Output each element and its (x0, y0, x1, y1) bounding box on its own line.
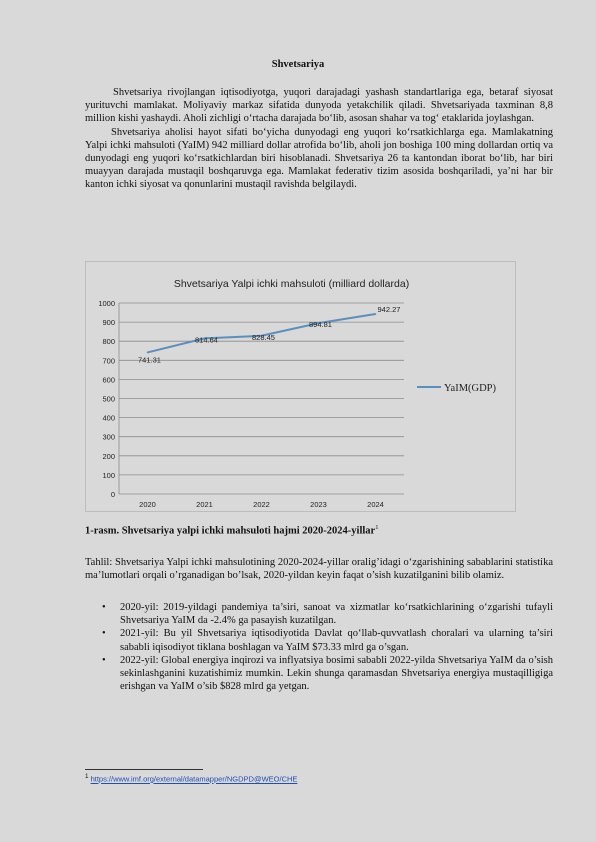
bullet-icon: • (102, 628, 106, 640)
x-tick-label: 2021 (196, 500, 213, 509)
list-item (85, 601, 553, 627)
x-tick-label: 2023 (310, 500, 327, 509)
legend-label: YaIM(GDP) (444, 383, 497, 394)
y-tick-label: 1000 (98, 299, 115, 308)
y-tick-label: 100 (102, 470, 115, 480)
analysis-paragraph: Tahlil: Shvetsariya Yalpi ichki mahsulotining 2020-2024-yillar oralig’idagi o‘zgarishining sabablarini statistika ma’lumotlari orqali o’rganadigan bo’lsak, 2020-yildan keyin faqat o’sish kuzatilganini bilib olamiz. (85, 557, 553, 582)
y-tick-label: 700 (102, 356, 115, 366)
footnote-link[interactable]: https://www.imf.org/external/datamapper/NGDPD@WEO/CHE (90, 774, 298, 784)
list-item-text: 2022-yil: Global energiya inqirozi va inflyatsiya bosimi sababli 2022-yilda Shvetsariya YaIM da o’sish sekinlashganini kuzatishimiz mumkin. Lekin shunga qaramasdan Shvetsariya energiya mustaqilligiga erishgan va YaIM o’sib $828 mlrd ga yetgan. (120, 654, 553, 693)
y-tick-label: 800 (102, 337, 115, 347)
data-label: 942.27 (377, 305, 401, 315)
y-tick-label: 600 (102, 375, 115, 385)
list-item-text: 2020-yil: 2019-yildagi pandemiya ta’siri, sanoat va xizmatlar ko‘rsatkichlarining o‘zgarishi tufayli Shvetsariya YaIM da -2.4% ga pasayish kuzatilgan. (120, 602, 553, 627)
y-tick-label: 400 (102, 413, 115, 423)
x-tick-label: 2020 (139, 500, 156, 509)
footnote-divider (85, 769, 203, 770)
page-title: Shvetsariya (271, 59, 325, 70)
data-point (375, 313, 377, 315)
y-tick-label: 0 (110, 490, 115, 499)
list-item (85, 627, 553, 653)
list-item-text: 2021-yil: Bu yil Shvetsariya iqtisodiyotida Davlat qo‘llab-quvvatlash choralari va ularning ta’siri sababli iqisodiyot tiklana boshlagan va YaIM $73.33 mlrd ga o’sgan. (120, 628, 553, 653)
x-tick-label: 2022 (253, 500, 270, 509)
data-label: 814.64 (195, 335, 218, 345)
footnote (85, 773, 297, 784)
footnote-number: 1 (85, 773, 89, 780)
data-label: 828.45 (252, 332, 275, 342)
y-tick-label: 200 (102, 451, 115, 461)
bullet-icon: • (102, 654, 106, 666)
y-tick-label: 500 (102, 394, 115, 404)
figure-caption (85, 524, 555, 537)
data-point (147, 352, 149, 354)
y-tick-label: 900 (102, 318, 115, 328)
footnote-ref: 1 (375, 524, 379, 531)
caption-text: 1-rasm. Shvetsariya yalpi ichki mahsuloti hajmi 2020-2024-yillar (85, 525, 376, 537)
intro-text (85, 86, 553, 192)
bullet-list (85, 601, 553, 693)
data-label: 741.31 (138, 355, 161, 365)
paragraph: Shvetsariya rivojlangan iqtisodiyotga, yuqori darajadagi yashash standartlariga ega, betaraf siyosat yurituvchi mamlakat. Moliyaviy markaz sifatida dunyoda yetakchilik qiladi. Shvetsariyada taxminan 8,8 million kishi yashaydi. Aholi zichligi o‘rtacha darajada bo‘lib, asosan shahar va tog‘ etaklarida joylashgan. (85, 87, 553, 125)
list-item (85, 654, 553, 694)
bullet-icon: • (102, 602, 106, 613)
y-tick-label: 300 (102, 432, 115, 442)
paragraph: Shvetsariya aholisi hayot sifati bo‘yicha dunyodagi eng yuqori ko‘rsatkichlarga ega. Mamlakatning Yalpi ichki mahsuloti (YaIM) 942 milliard dollar atrofida bo‘lib, aholi jon boshiga 100 ming dollardan ortiq va dunyodagi eng yuqori ko‘rsatkichlardan biri hisoblanadi. Shvetsariya 26 ta kantondan iborat bo‘lib, har biri muayyan darajada mustaqil boshqaruvga ega. Mamlakat federativ tizim asosida boshqariladi, ya’ni har bir kanton ichki siyosat va qonunlarini mustaqil ravishda belgilaydi. (85, 126, 553, 191)
chart-title: Shvetsariya Yalpi ichki mahsuloti (milliard dollarda) (173, 278, 410, 290)
data-label: 894.81 (309, 320, 332, 330)
chart-canvas (86, 262, 517, 513)
analysis-text (85, 556, 553, 582)
gdp-chart (85, 261, 516, 512)
x-tick-label: 2024 (367, 500, 384, 509)
